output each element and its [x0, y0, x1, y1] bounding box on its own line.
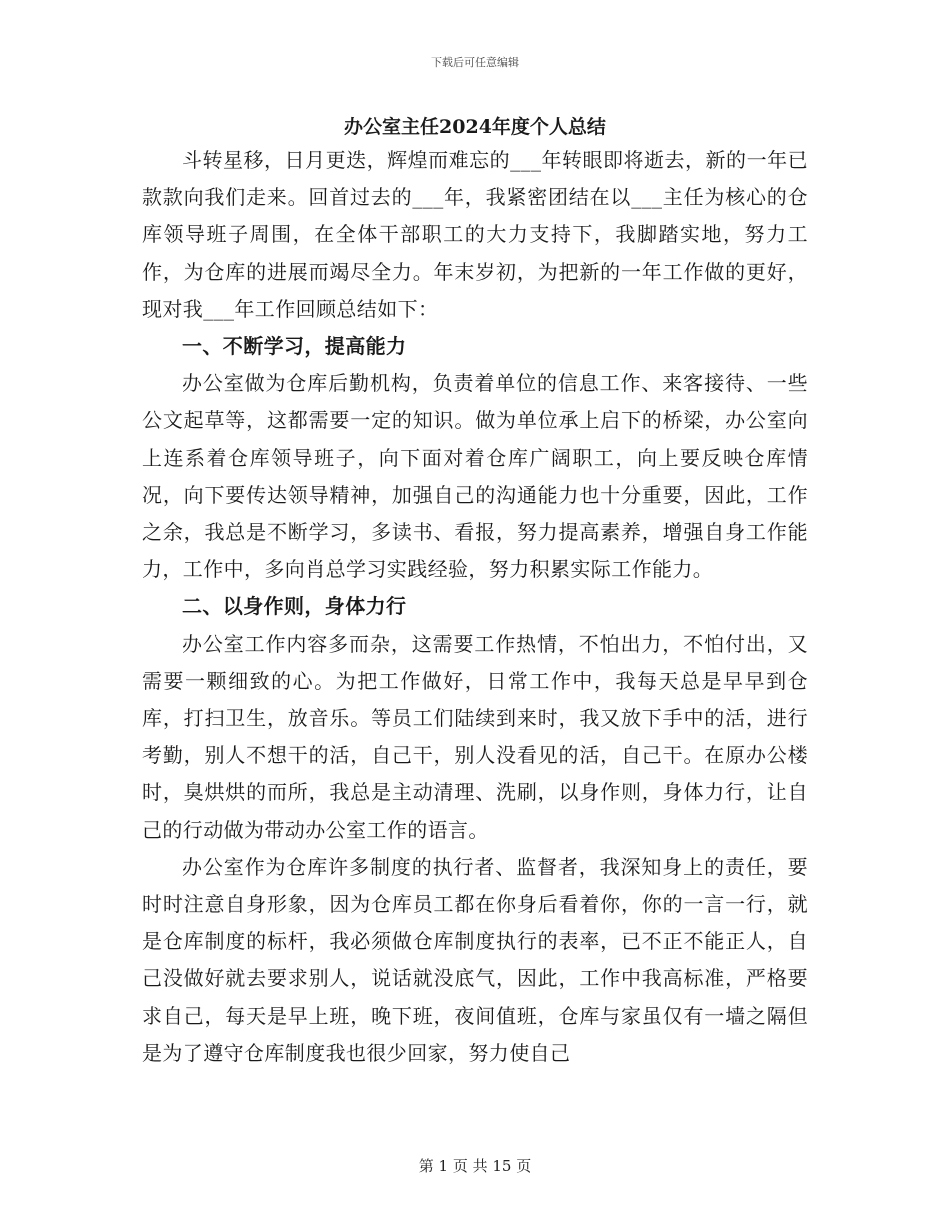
paragraph-section-1: 办公室做为仓库后勤机构，负责着单位的信息工作、来客接待、一些公文起草等，这都需要一定的知识。做为单位承上启下的桥梁，办公室向上连系着仓库领导班子，向下面对着仓库广阔职工，向上要反映仓库情况，向下要传达领导精神，加强自己的沟通能力也十分重要，因此，工作之余，我总是不断学习，多读书、看报，努力提高素养，增强自身工作能力，工作中，多向肖总学习实践经验，努力积累实际工作能力。	[142, 371, 808, 582]
document-title: 办公室主任2024年度个人总结	[344, 116, 606, 138]
page-number: 第 1 页 共 15 页	[418, 1157, 532, 1175]
section-heading-2: 二、以身作则，身体力行	[182, 594, 407, 619]
paragraph-intro: 斗转星移，日月更迭，辉煌而难忘的___年转眼即将逝去，新的一年已款款向我们走来。回首过去的___年，我紧密团结在以___主任为核心的仓库领导班子周围，在全体干部职工的大力支持下，我脚踏实地，努力工作，为仓库的进展而竭尽全力。年末岁初，为把新的一年工作做的更好，现对我___年工作回顾总结如下：	[142, 148, 808, 321]
header-note: 下载后可任意编辑	[431, 56, 519, 69]
paragraph-section-2a: 办公室工作内容多而杂，这需要工作热情，不怕出力，不怕付出，又需要一颗细致的心。为把工作做好，日常工作中，我每天总是早早到仓库，打扫卫生，放音乐。等员工们陆续到来时，我又放下手中的活，进行考勤，别人不想干的活，自己干，别人没看见的活，自己干。在原办公楼时，臭烘烘的而所，我总是主动清理、洗刷，以身作则，身体力行，让自己的行动做为带动办公室工作的语言。	[142, 631, 808, 842]
section-heading-1: 一、不断学习，提高能力	[182, 334, 407, 359]
paragraph-section-2b: 办公室作为仓库许多制度的执行者、监督者，我深知身上的责任，要时时注意自身形象，因为仓库员工都在你身后看着你，你的一言一行，就是仓库制度的标杆，我必须做仓库制度执行的表率，已不正不能正人，自己没做好就去要求别人，说话就没底气，因此，工作中我高标准，严格要求自己，每天是早上班，晚下班，夜间值班，仓库与家虽仅有一墙之隔但是为了遵守仓库制度我也很少回家，努力使自己	[142, 854, 808, 1065]
document-body	[142, 112, 808, 1072]
